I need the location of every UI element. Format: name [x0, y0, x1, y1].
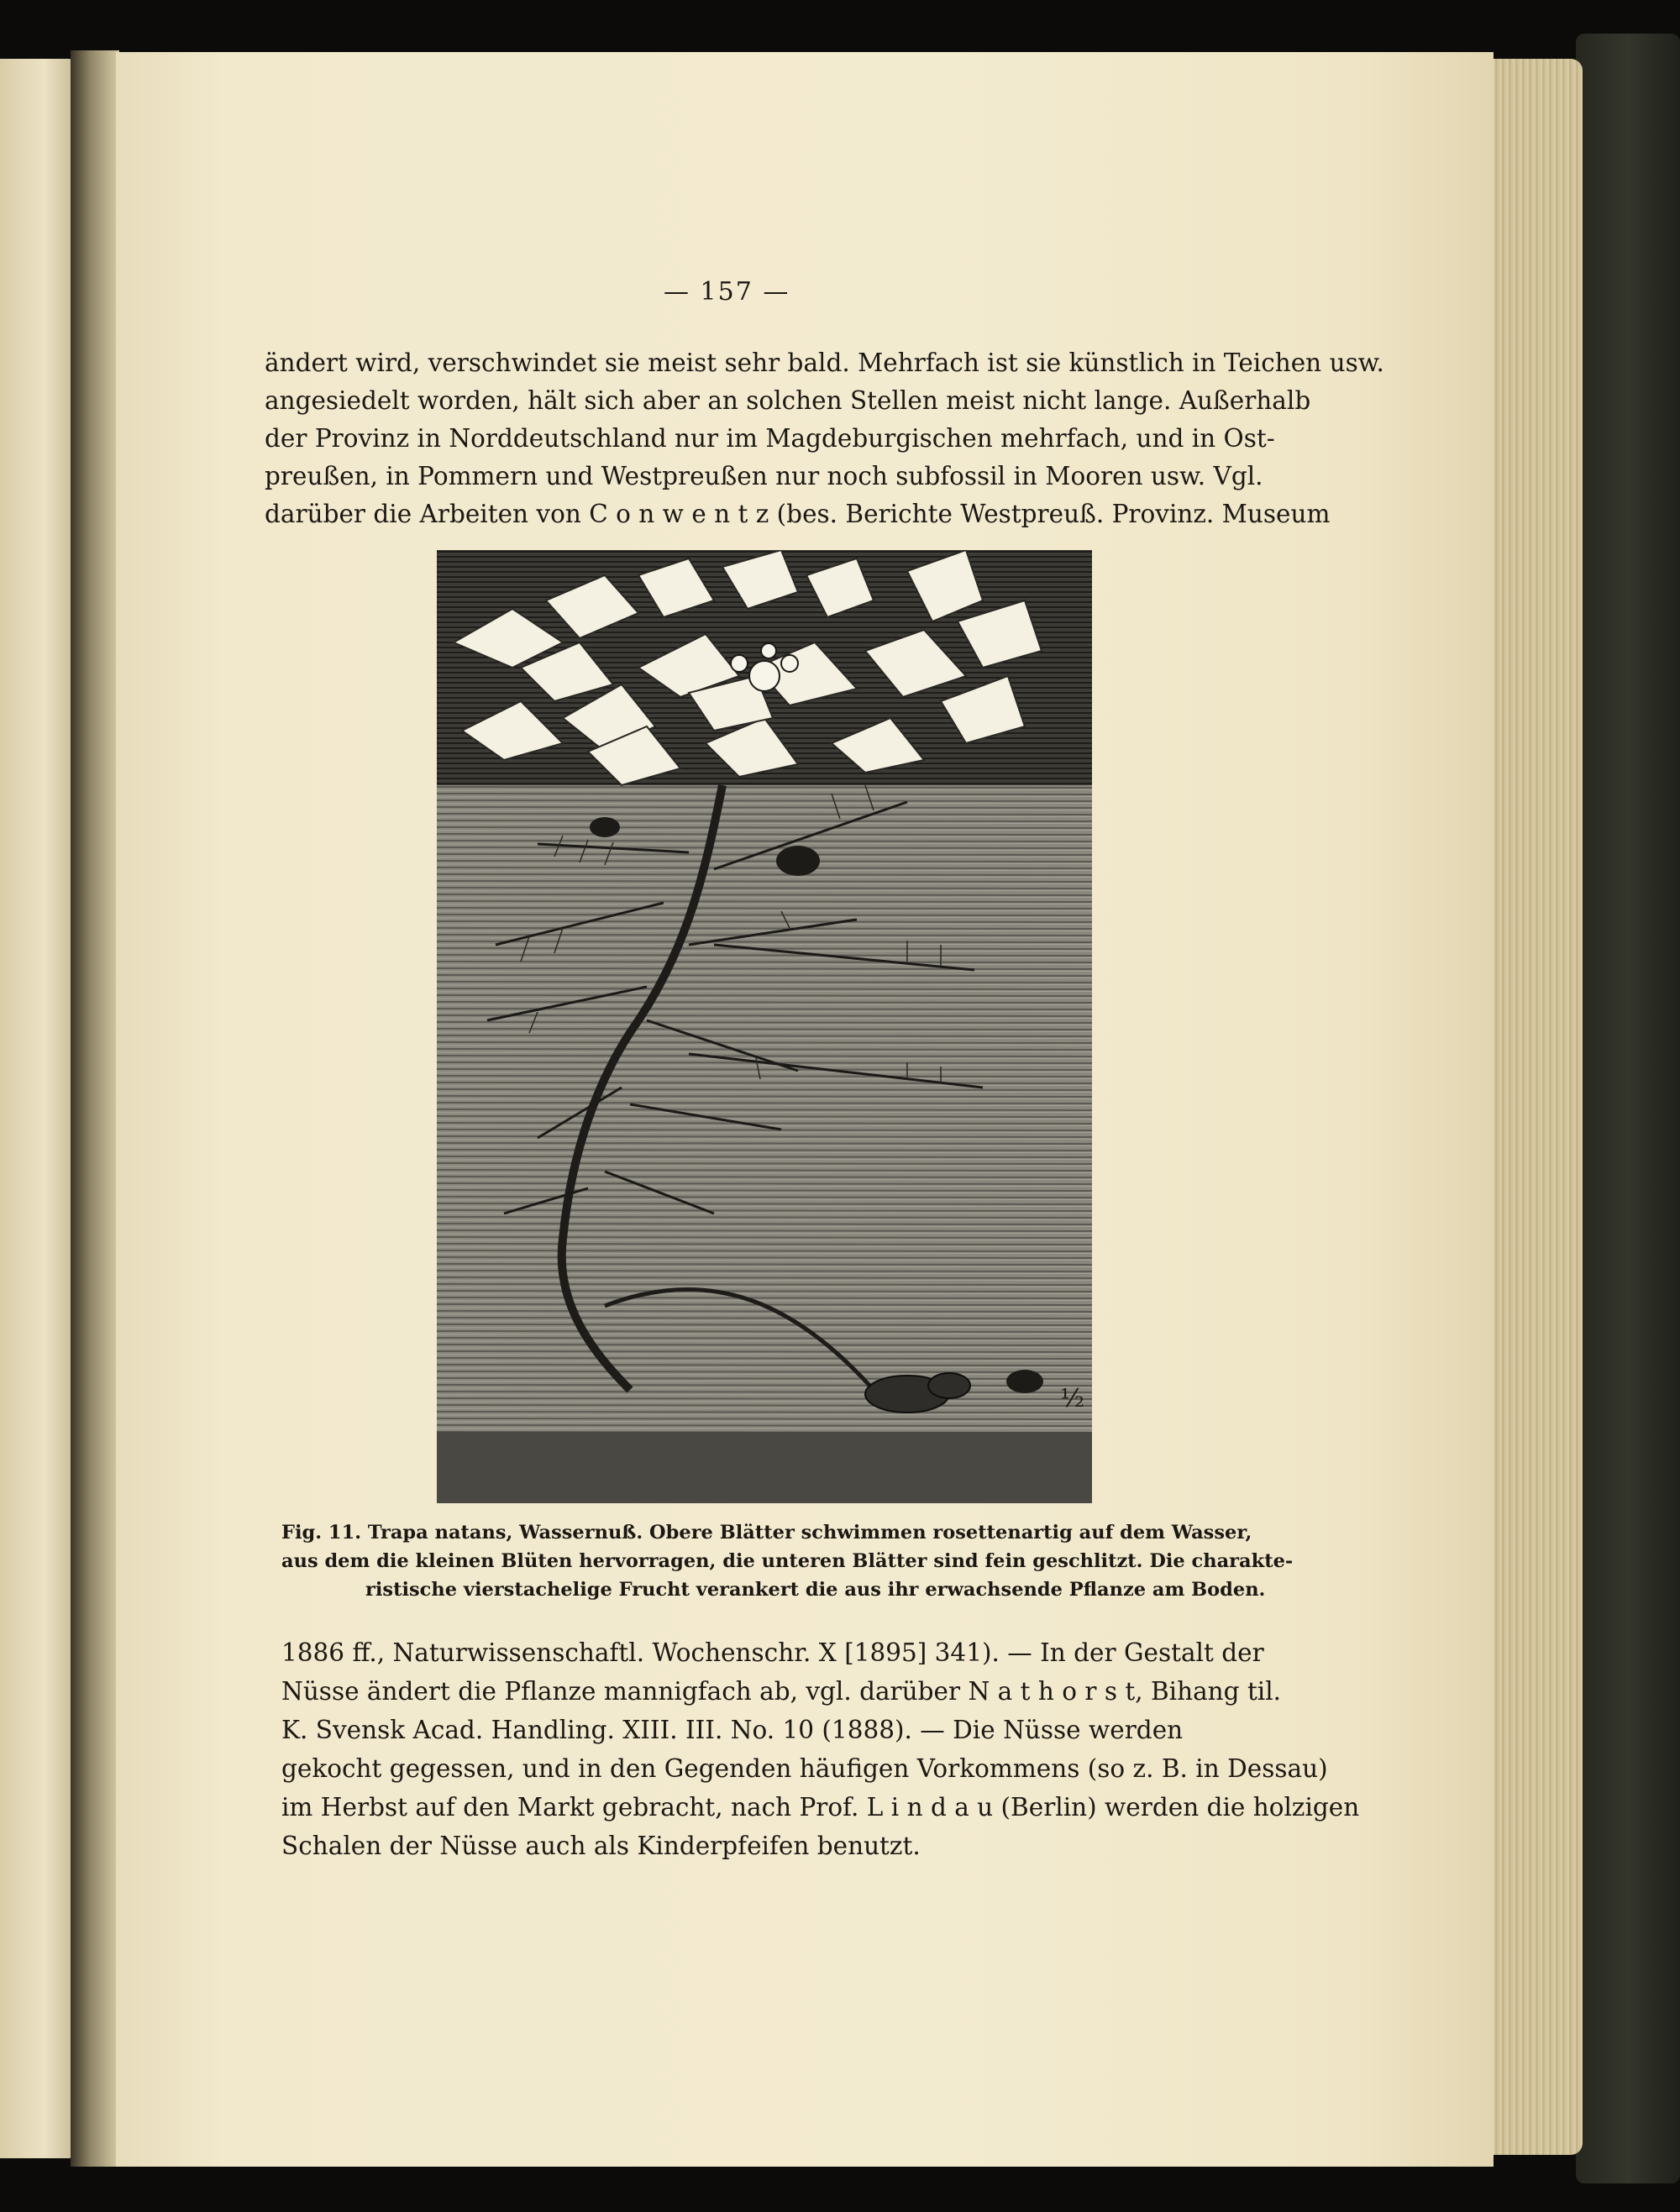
text-line: preußen, in Pommern und Westpreußen nur noch subfossil in Mooren usw. Vgl.	[265, 462, 1263, 490]
text-line: 1886 ff., Naturwissenschaftl. Wochenschr. X [1895] 341). — In der Gestalt der	[281, 1638, 1264, 1667]
book-gutter	[71, 50, 119, 2167]
caption-line: aus dem die kleinen Blüten hervorragen, die unteren Blätter sind fein geschlitzt. Die charakte-	[281, 1550, 1294, 1572]
text-line: im Herbst auf den Markt gebracht, nach Prof. L i n d a u (Berlin) werden die holzigen	[281, 1793, 1360, 1821]
caption-line: Fig. 11. Trapa natans, Wassernuß. Obere Blätter schwimmen rosettenartig auf dem Wasser,	[281, 1522, 1252, 1544]
paragraph-top	[265, 344, 1384, 533]
river-bottom	[437, 1432, 1092, 1503]
trapa-natans-illustration	[437, 550, 1092, 1503]
text-line: darüber die Arbeiten von C o n w e n t z (bes. Berichte Westpreuß. Provinz. Museum	[265, 500, 1331, 528]
paragraph-bottom	[281, 1633, 1360, 1865]
figure-caption	[281, 1518, 1294, 1604]
scale-mark: ½	[1060, 1384, 1085, 1413]
facing-page-edge	[0, 59, 74, 2158]
text-line: Schalen der Nüsse auch als Kinderpfeifen benutzt.	[281, 1832, 921, 1860]
text-line: ändert wird, verschwindet sie meist sehr bald. Mehrfach ist sie künstlich in Teichen usw.	[265, 349, 1384, 377]
text-line: K. Svensk Acad. Handling. XIII. III. No. 10 (1888). — Die Nüsse werden	[281, 1716, 1184, 1744]
page-fore-edge	[1492, 59, 1583, 2155]
text-line: der Provinz in Norddeutschland nur im Magdeburgischen mehrfach, und in Ost-	[265, 424, 1275, 453]
book-cover-edge	[1576, 34, 1680, 2183]
page-number: — 157 —	[664, 277, 790, 307]
text-line: angesiedelt worden, hält sich aber an solchen Stellen meist nicht lange. Außerhalb	[265, 386, 1311, 415]
text-line: Nüsse ändert die Pflanze mannigfach ab, vgl. darüber N a t h o r s t, Bihang til.	[281, 1677, 1282, 1706]
caption-line: ristische vierstachelige Frucht verankert die aus ihr erwachsende Pflanze am Boden.	[365, 1579, 1266, 1601]
text-line: gekocht gegessen, und in den Gegenden häufigen Vorkommens (so z. B. in Dessau)	[281, 1754, 1328, 1783]
